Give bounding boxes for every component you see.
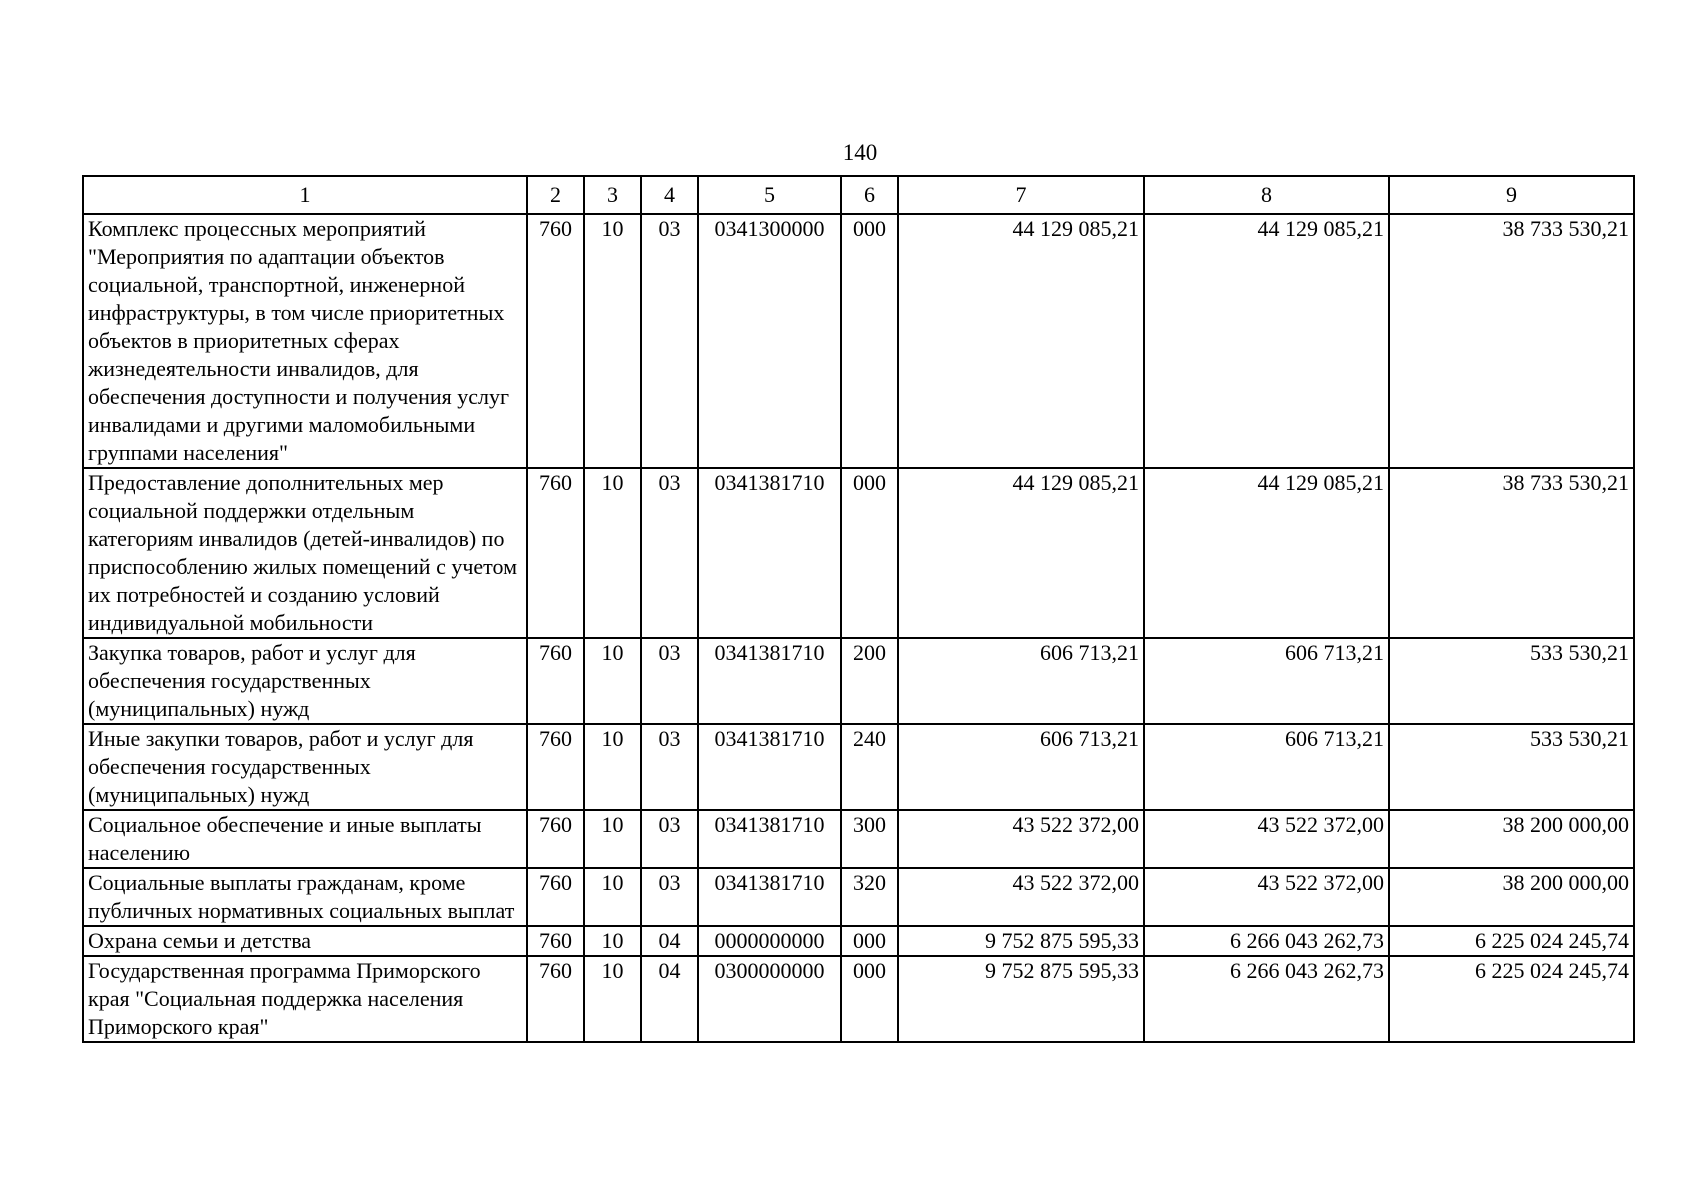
row-name: Комплекс процессных мероприятий "Мероприятия по адаптации объектов социальной, транспортной, инженерной инфраструктуры, в том числе приоритетных объектов в приоритетных сферах жизнедеятельности инвалидов, для обеспечения доступности и получения услуг инвалидами и другими маломобильными группами населения" <box>83 214 527 468</box>
row-amount-8: 6 266 043 262,73 <box>1144 926 1389 956</box>
row-col2: 760 <box>527 638 584 724</box>
table-row <box>83 926 1634 956</box>
row-col3: 10 <box>584 956 641 1042</box>
row-amount-9: 533 530,21 <box>1389 638 1634 724</box>
row-amount-9: 38 733 530,21 <box>1389 468 1634 638</box>
row-col5: 0341381710 <box>698 724 841 810</box>
row-col4: 03 <box>641 468 698 638</box>
table-row <box>83 956 1634 1042</box>
row-amount-9: 6 225 024 245,74 <box>1389 956 1634 1042</box>
row-amount-7: 606 713,21 <box>898 638 1144 724</box>
row-col4: 03 <box>641 214 698 468</box>
row-col4: 03 <box>641 638 698 724</box>
row-col4: 04 <box>641 956 698 1042</box>
row-amount-7: 43 522 372,00 <box>898 868 1144 926</box>
table-row <box>83 468 1634 638</box>
row-name: Иные закупки товаров, работ и услуг для обеспечения государственных (муниципальных) нужд <box>83 724 527 810</box>
row-col5: 0341381710 <box>698 810 841 868</box>
row-col2: 760 <box>527 926 584 956</box>
row-col3: 10 <box>584 214 641 468</box>
row-col2: 760 <box>527 810 584 868</box>
row-amount-8: 43 522 372,00 <box>1144 868 1389 926</box>
row-col5: 0341381710 <box>698 638 841 724</box>
row-amount-8: 606 713,21 <box>1144 638 1389 724</box>
row-col6: 000 <box>841 926 898 956</box>
row-name: Социальные выплаты гражданам, кроме публичных нормативных социальных выплат <box>83 868 527 926</box>
row-col2: 760 <box>527 956 584 1042</box>
table-row <box>83 868 1634 926</box>
row-col3: 10 <box>584 810 641 868</box>
row-amount-8: 606 713,21 <box>1144 724 1389 810</box>
row-amount-7: 606 713,21 <box>898 724 1144 810</box>
row-amount-7: 43 522 372,00 <box>898 810 1144 868</box>
row-col5: 0341381710 <box>698 468 841 638</box>
row-amount-8: 44 129 085,21 <box>1144 468 1389 638</box>
header-cell: 8 <box>1144 176 1389 214</box>
row-col2: 760 <box>527 468 584 638</box>
table-row <box>83 214 1634 468</box>
header-row <box>83 176 1634 214</box>
row-col6: 300 <box>841 810 898 868</box>
header-cell: 7 <box>898 176 1144 214</box>
table-row <box>83 638 1634 724</box>
row-name: Государственная программа Приморского края "Социальная поддержка населения Приморского края" <box>83 956 527 1042</box>
row-amount-9: 533 530,21 <box>1389 724 1634 810</box>
row-name: Закупка товаров, работ и услуг для обеспечения государственных (муниципальных) нужд <box>83 638 527 724</box>
table-row <box>83 810 1634 868</box>
table-row <box>83 724 1634 810</box>
row-col4: 04 <box>641 926 698 956</box>
row-name: Предоставление дополнительных мер социальной поддержки отдельным категориям инвалидов (детей-инвалидов) по приспособлению жилых помещений с учетом их потребностей и созданию условий индивидуальной мобильности <box>83 468 527 638</box>
header-cell: 1 <box>83 176 527 214</box>
row-amount-9: 38 200 000,00 <box>1389 810 1634 868</box>
row-amount-7: 9 752 875 595,33 <box>898 926 1144 956</box>
budget-table <box>82 175 1635 1043</box>
row-col2: 760 <box>527 724 584 810</box>
row-col3: 10 <box>584 926 641 956</box>
row-amount-8: 6 266 043 262,73 <box>1144 956 1389 1042</box>
row-col5: 0341381710 <box>698 868 841 926</box>
page-number: 140 <box>842 140 878 165</box>
row-col6: 000 <box>841 956 898 1042</box>
header-cell: 5 <box>698 176 841 214</box>
row-col3: 10 <box>584 724 641 810</box>
row-col3: 10 <box>584 868 641 926</box>
row-amount-7: 44 129 085,21 <box>898 214 1144 468</box>
header-cell: 6 <box>841 176 898 214</box>
row-amount-9: 6 225 024 245,74 <box>1389 926 1634 956</box>
row-name: Охрана семьи и детства <box>83 926 527 956</box>
row-amount-7: 9 752 875 595,33 <box>898 956 1144 1042</box>
header-cell: 3 <box>584 176 641 214</box>
row-col4: 03 <box>641 868 698 926</box>
row-amount-9: 38 200 000,00 <box>1389 868 1634 926</box>
row-col2: 760 <box>527 868 584 926</box>
row-col5: 0300000000 <box>698 956 841 1042</box>
row-col4: 03 <box>641 810 698 868</box>
row-col3: 10 <box>584 468 641 638</box>
row-amount-9: 38 733 530,21 <box>1389 214 1634 468</box>
row-col6: 320 <box>841 868 898 926</box>
row-col5: 0341300000 <box>698 214 841 468</box>
row-col6: 000 <box>841 468 898 638</box>
header-cell: 4 <box>641 176 698 214</box>
row-amount-8: 43 522 372,00 <box>1144 810 1389 868</box>
row-col6: 200 <box>841 638 898 724</box>
row-col4: 03 <box>641 724 698 810</box>
row-name: Социальное обеспечение и иные выплаты населению <box>83 810 527 868</box>
row-amount-7: 44 129 085,21 <box>898 468 1144 638</box>
row-amount-8: 44 129 085,21 <box>1144 214 1389 468</box>
row-col6: 000 <box>841 214 898 468</box>
row-col5: 0000000000 <box>698 926 841 956</box>
header-cell: 2 <box>527 176 584 214</box>
row-col3: 10 <box>584 638 641 724</box>
header-cell: 9 <box>1389 176 1634 214</box>
row-col6: 240 <box>841 724 898 810</box>
row-col2: 760 <box>527 214 584 468</box>
